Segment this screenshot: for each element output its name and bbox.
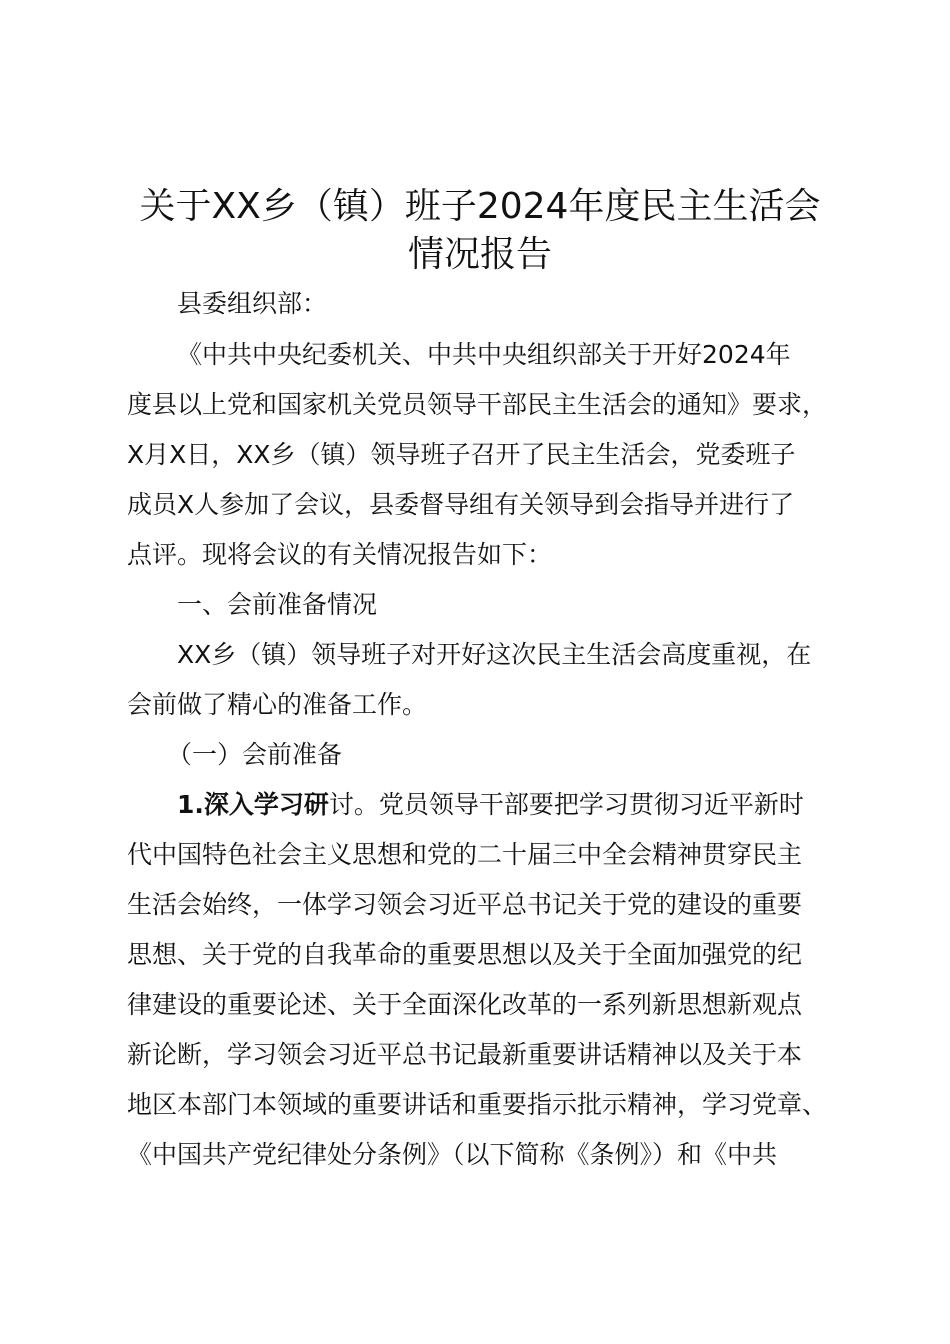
section-1-para-line-2: 会前做了精心的准备工作。 — [127, 690, 428, 719]
intro-line-3: X月X日，XX乡（镇）领导班子召开了民主生活会，党委班子 — [127, 440, 796, 469]
item-1-line-7: 地区本部门本领域的重要讲话和重要指示批示精神，学习党章、 — [127, 1090, 828, 1119]
item-1-first-line-rest: 讨。党员领导干部要把学习贯彻习近平新时 — [328, 790, 804, 819]
intro-line-5: 点评。现将会议的有关情况报告如下： — [127, 540, 553, 569]
subsection-1-heading: （一）会前准备 — [167, 740, 343, 769]
item-1-line-2: 代中国特色社会主义思想和党的二十届三中全会精神贯穿民主 — [127, 840, 803, 869]
intro-line-1: 《中共中央纪委机关、中共中央组织部关于开好2024年 — [177, 340, 791, 369]
intro-line-4: 成员X人参加了会议，县委督导组有关领导到会指导并进行了 — [127, 490, 795, 519]
item-1-line-1 — [177, 788, 804, 822]
item-1-line-6: 新论断，学习领会习近平总书记最新重要讲话精神以及关于本 — [127, 1040, 803, 1069]
section-1-para-line-1: XX乡（镇）领导班子对开好这次民主生活会高度重视，在 — [177, 640, 812, 669]
item-1-line-8: 《中国共产党纪律处分条例》（以下简称《条例》）和《中共 — [127, 1140, 778, 1169]
document-title-line-1: 关于XX乡（镇）班子2024年度民主生活会 — [139, 186, 821, 227]
intro-line-2: 度县以上党和国家机关党员领导干部民主生活会的通知》要求， — [127, 390, 828, 419]
item-1-line-4: 思想、关于党的自我革命的重要思想以及关于全面加强党的纪 — [127, 940, 803, 969]
salutation: 县委组织部： — [177, 289, 328, 318]
document-title-line-2: 情况报告 — [407, 234, 552, 275]
item-1-line-3: 生活会始终，一体学习领会习近平总书记关于党的建设的重要 — [127, 890, 803, 919]
item-1-bold-lead: 1.深入学习研 — [177, 790, 329, 819]
section-1-heading: 一、会前准备情况 — [177, 590, 378, 619]
item-1-line-5: 律建设的重要论述、关于全面深化改革的一系列新思想新观点 — [127, 990, 803, 1019]
